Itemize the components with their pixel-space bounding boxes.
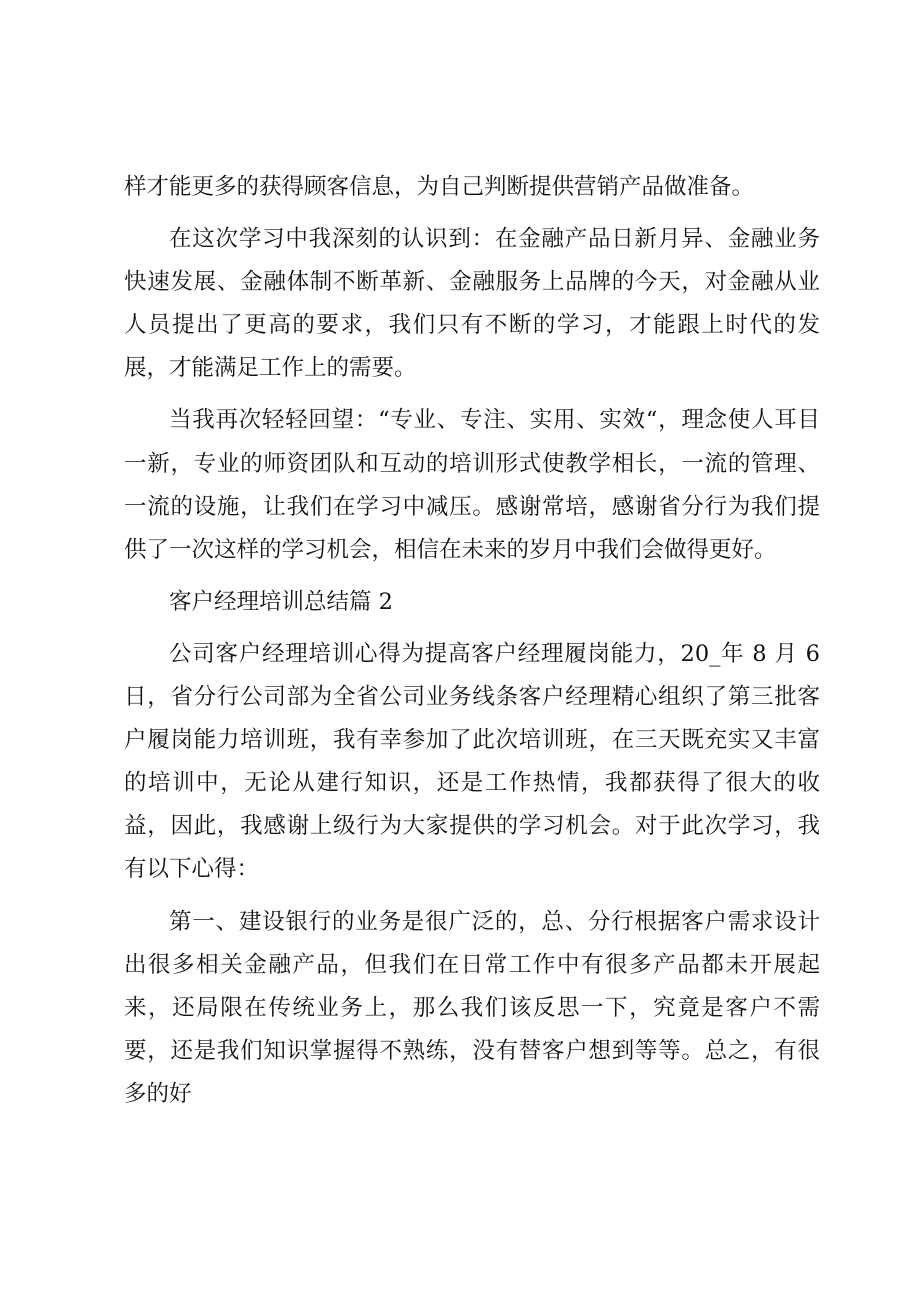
paragraph-point-one: 第一、建设银行的业务是很广泛的，总、分行根据客户需求设计出很多相关金融产品，但我们在日常工作中有很多产品都未开展起来，还局限在传统业务上，那么我们该反思一下，究竟是客户不需要，还是我们知识掌握得不熟练，没有替客户想到等等。总之，有很多的好 [124, 908, 820, 1107]
section-heading: 客户经理培训总结篇 2 [169, 588, 393, 615]
paragraph-continuation: 样才能更多的获得顾客信息，为自己判断提供营销产品做准备。 [124, 174, 755, 200]
paragraph-learning-insight: 在这次学习中我深刻的认识到：在金融产品日新月异、金融业务快速发展、金融体制不断革新、金融服务上品牌的今天，对金融从业人员提出了更高的要求，我们只有不断的学习，才能跟上时代的发展，才能满足工作上的需要。 [124, 226, 820, 382]
document-body [124, 166, 820, 1116]
paragraph-reflection: 当我再次轻轻回望：“专业、专注、实用、实效“，理念使人耳目一新，专业的师资团队和互动的培训形式使教学相长，一流的管理、一流的设施，让我们在学习中减压。感谢常培，感谢省分行为我们提供了一次这样的学习机会，相信在未来的岁月中我们会做得更好。 [124, 407, 820, 563]
paragraph-training-intro: 公司客户经理培训心得为提高客户经理履岗能力，20_年 8 月 6 日，省分行公司部为全省公司业务线条客户经理精心组织了第三批客户履岗能力培训班，我有幸参加了此次培训班，在三天既充实又丰富的培训中，无论从建行知识，还是工作热情，我都获得了很大的收益，因此，我感谢上级行为大家提供的学习机会。对于此次学习，我有以下心得： [124, 640, 820, 883]
